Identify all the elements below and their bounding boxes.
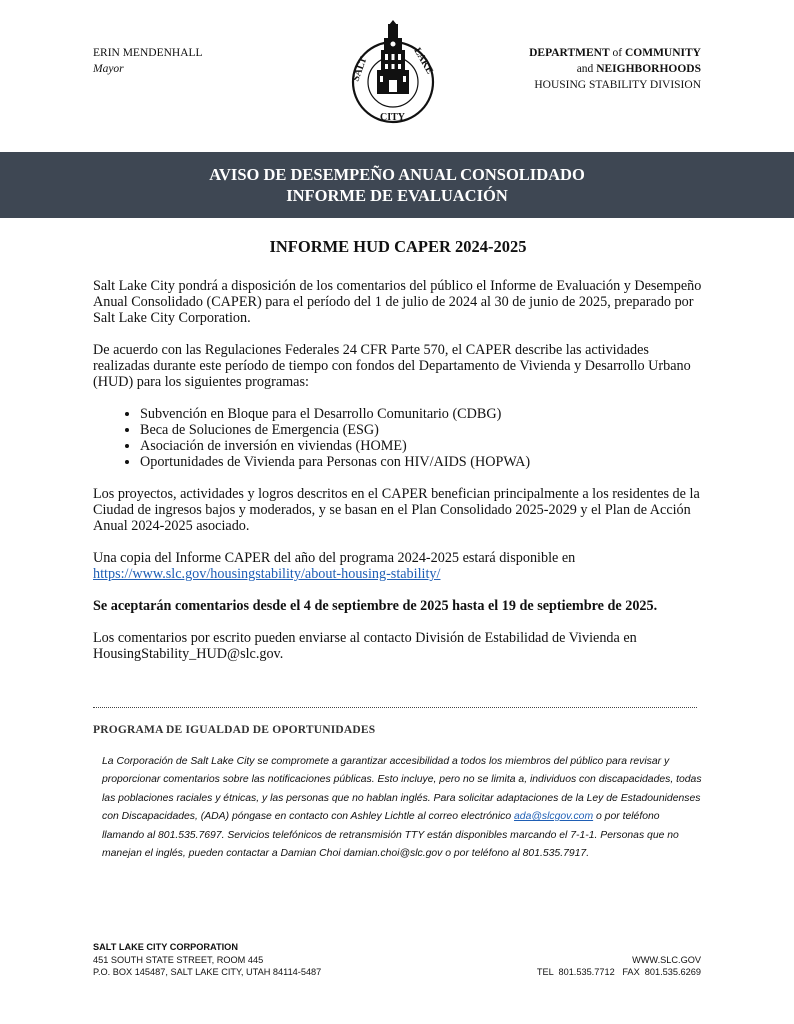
list-item: • Subvención en Bloque para el Desarrollo Comunitario (CDBG) bbox=[140, 406, 703, 422]
report-link[interactable]: https://www.slc.gov/housingstability/about-housing-stability/ bbox=[93, 566, 441, 582]
banner-line-1: AVISO DE DESEMPEÑO ANUAL CONSOLIDADO bbox=[209, 165, 585, 184]
footer-contact bbox=[537, 954, 701, 979]
list-item: • Beca de Soluciones de Emergencia (ESG) bbox=[140, 422, 703, 438]
comment-period: Se aceptarán comentarios desde el 4 de septiembre de 2025 hasta el 19 de septiembre de 2025. bbox=[93, 598, 658, 614]
svg-text:SALT: SALT bbox=[350, 55, 370, 84]
footer bbox=[93, 941, 701, 979]
footer-website: WWW.SLC.GOV bbox=[632, 954, 701, 965]
footer-phones: TEL 801.535.7712 FAX 801.535.6269 bbox=[536, 967, 701, 977]
banner-line-2: INFORME DE EVALUACIÓN bbox=[286, 186, 508, 205]
list-item: • Oportunidades de Vivienda para Personas con HIV/AIDS (HOPWA) bbox=[140, 454, 703, 470]
equal-opportunity-text: La Corporación de Salt Lake City se compromete a garantizar accesibilidad a todos los miembros del público para revisar y proporcionar comentarios sobre las notificaciones públicas. Esto incluye, pero no se limita a, individuos con discapacidades, todas las poblaciones raciales y étnicas, y las personas que no hablan inglés. Para solicitar adaptaciones de la Ley de Estadounidenses con Discapacidades, (ADA) póngase en contacto con Ashley Lichtle al correo electrónico ada@slcgov.com o por teléfono llamando al 801.535.7697. Servicios telefónicos de retransmisión TTY están disponibles marcando el 7-1-1. Personas que no manejan el inglés, pueden contactar a Damian Choi damian.choi@slc.gov o por teléfono al 801.535.7917. bbox=[102, 756, 702, 860]
availability-text: Una copia del Informe CAPER del año del programa 2024-2025 estará disponible en bbox=[93, 550, 576, 566]
division-name: HOUSING STABILITY DIVISION bbox=[534, 79, 701, 91]
mayor-block bbox=[93, 45, 203, 77]
contact-paragraph: Los comentarios por escrito pueden enviarse al contacto División de Estabilidad de Vivienda en HousingStability_HUD@slc.gov. bbox=[93, 630, 637, 662]
title-banner bbox=[0, 152, 794, 218]
footer-address-1: 451 SOUTH STATE STREET, ROOM 445 bbox=[93, 954, 264, 965]
footer-address-2: P.O. BOX 145487, SALT LAKE CITY, UTAH 84114-5487 bbox=[93, 967, 322, 977]
list-item: • Asociación de inversión en viviendas (HOME) bbox=[140, 438, 703, 454]
mayor-title: Mayor bbox=[93, 63, 124, 75]
notice-body bbox=[93, 234, 703, 678]
svg-text:LAKE: LAKE bbox=[411, 46, 436, 77]
department-block bbox=[529, 45, 701, 93]
regulations-paragraph: De acuerdo con las Regulaciones Federales 24 CFR Parte 570, el CAPER describe las actividades realizadas durante este período de tiempo con fondos del Departamento de Vivienda y Desarrollo Urbano (HUD) para los siguientes programas: bbox=[93, 342, 691, 390]
ada-email-link[interactable]: ada@slcgov.com bbox=[514, 811, 594, 823]
city-seal-logo bbox=[348, 20, 438, 130]
availability-paragraph bbox=[93, 550, 703, 582]
report-heading: INFORME HUD CAPER 2024-2025 bbox=[269, 237, 527, 256]
mayor-name: ERIN MENDENHALL bbox=[93, 47, 203, 59]
equal-opportunity-title: PROGRAMA DE IGUALDAD DE OPORTUNIDADES bbox=[93, 724, 376, 736]
intro-paragraph: Salt Lake City pondrá a disposición de los comentarios del público el Informe de Evaluación y Desempeño Anual Consolidado (CAPER) para el período del 1 de julio de 2024 al 30 de junio de 2025, preparado por Salt Lake City Corporation. bbox=[93, 278, 702, 326]
footer-org: SALT LAKE CITY CORPORATION bbox=[93, 942, 238, 952]
svg-text:CITY: CITY bbox=[380, 112, 406, 123]
beneficiaries-paragraph: Los proyectos, actividades y logros descritos en el CAPER benefician principalmente a los residentes de la Ciudad de ingresos bajos y moderados, y se basan en el Plan Consolidado 2025-2029 y el Plan de Acción Anual 2024-2025 asociado. bbox=[93, 486, 700, 534]
programs-list bbox=[93, 406, 703, 470]
section-divider bbox=[93, 707, 697, 708]
department-line-1: DEPARTMENT of COMMUNITY bbox=[529, 47, 701, 59]
department-line-2: and NEIGHBORHOODS bbox=[576, 63, 701, 75]
